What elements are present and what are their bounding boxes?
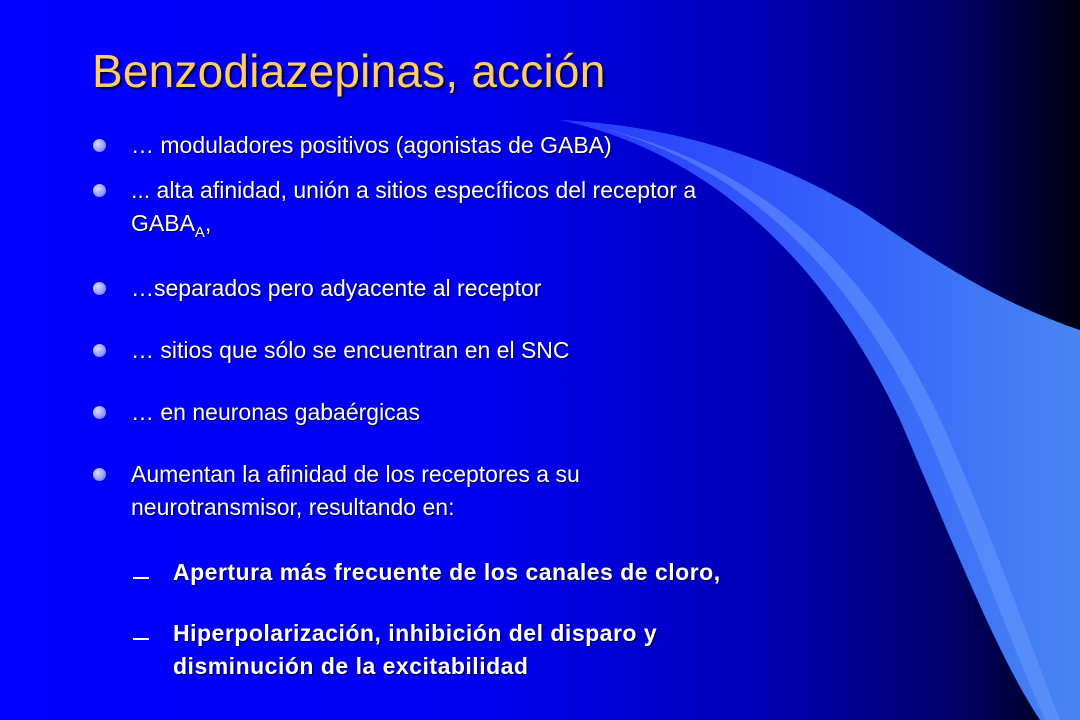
bullet-dot bbox=[93, 184, 106, 197]
sub-bullet-item bbox=[173, 556, 721, 589]
bullet-dot bbox=[93, 282, 106, 295]
bullet-item bbox=[131, 458, 580, 524]
bullet-dot bbox=[93, 139, 106, 152]
bullet-item bbox=[131, 334, 570, 367]
bullet-dot bbox=[93, 406, 106, 419]
sub-bullet-dash bbox=[133, 638, 149, 640]
bullet-text-line: Aumentan la afinidad de los receptores a su bbox=[131, 461, 580, 487]
gaba-label: GABA bbox=[131, 210, 195, 236]
gaba-subscript: A bbox=[194, 224, 205, 241]
bullet-text: … sitios que sólo se encuentran en el SNC bbox=[131, 337, 570, 363]
bullet-item bbox=[131, 272, 541, 305]
slide-title: Benzodiazepinas, acción bbox=[92, 45, 606, 97]
bullet-dot bbox=[93, 344, 106, 357]
bullet-item bbox=[131, 396, 420, 429]
sub-bullet-text-line: disminución de la excitabilidad bbox=[173, 653, 529, 679]
bullet-text-line bbox=[131, 207, 696, 240]
bullet-item bbox=[131, 129, 612, 162]
bullet-punctuation: , bbox=[204, 210, 212, 236]
bullet-text: … en neuronas gabaérgicas bbox=[131, 399, 420, 425]
sub-bullet-item bbox=[173, 617, 657, 683]
sub-bullet-dash bbox=[133, 577, 149, 579]
bullet-dot bbox=[93, 468, 106, 481]
bullet-text-line: neurotransmisor, resultando en: bbox=[131, 494, 455, 520]
bullet-text: … moduladores positivos (agonistas de GABA) bbox=[131, 132, 612, 158]
bullet-text-line: ... alta afinidad, unión a sitios específicos del receptor a bbox=[131, 177, 697, 203]
sub-bullet-text: Apertura más frecuente de los canales de cloro, bbox=[173, 559, 721, 585]
sub-bullet-text-line: Hiperpolarización, inhibición del disparo y bbox=[173, 620, 658, 646]
bullet-text: …separados pero adyacente al receptor bbox=[131, 275, 542, 301]
bullet-item bbox=[131, 174, 696, 240]
